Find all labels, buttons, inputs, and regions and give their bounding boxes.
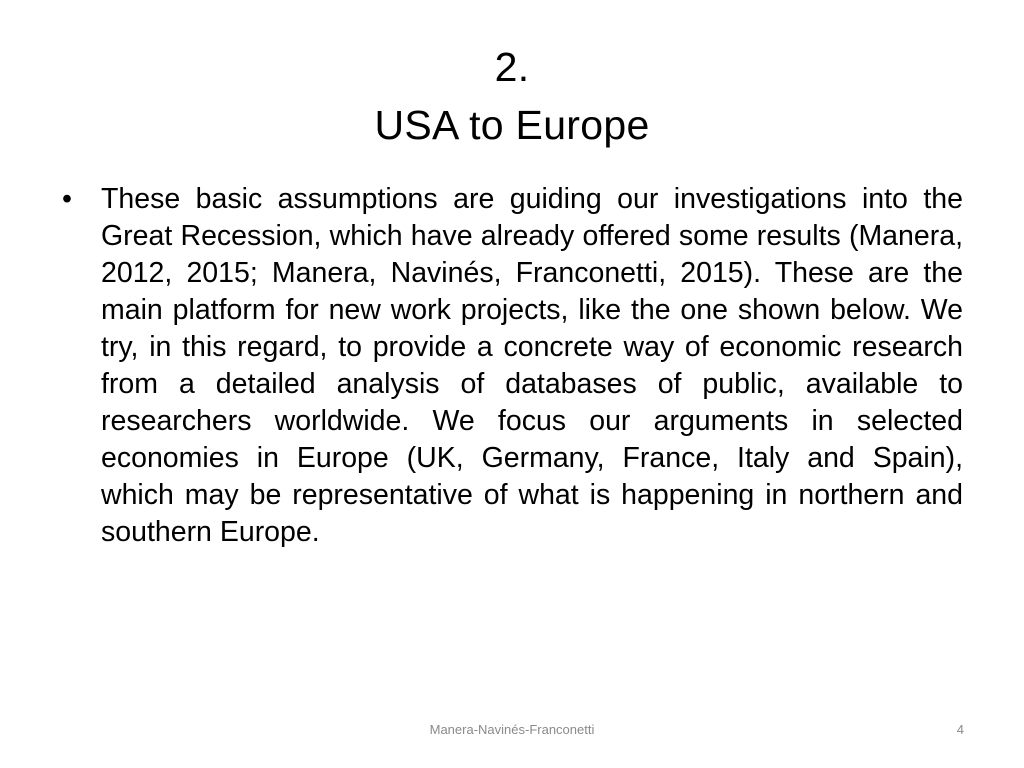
slide-footer: Manera-Navinés-Franconetti bbox=[429, 722, 595, 737]
slide-body bbox=[62, 181, 963, 551]
slide-title-number: 2. bbox=[494, 44, 530, 90]
slide-title-text: USA to Europe bbox=[374, 102, 650, 148]
page-number: 4 bbox=[956, 722, 964, 737]
slide-title bbox=[0, 38, 1024, 154]
bullet-item bbox=[62, 181, 963, 551]
bullet-text: These basic assumptions are guiding our investigations into the Great Recession, which have already offered some results (Manera, 2012, 2015; Manera, Navinés, Franconetti, 2015). These are the main platform for new work projects, like the one shown below. We try, in this regard, to provide a concrete way of economic research from a detailed analysis of databases of public, available to researchers worldwide. We focus our arguments in selected economies in Europe (UK, Germany, France, Italy and Spain), which may be representative of what is happening in northern and southern Europe. bbox=[101, 183, 963, 548]
bullet-marker: • bbox=[62, 183, 72, 215]
